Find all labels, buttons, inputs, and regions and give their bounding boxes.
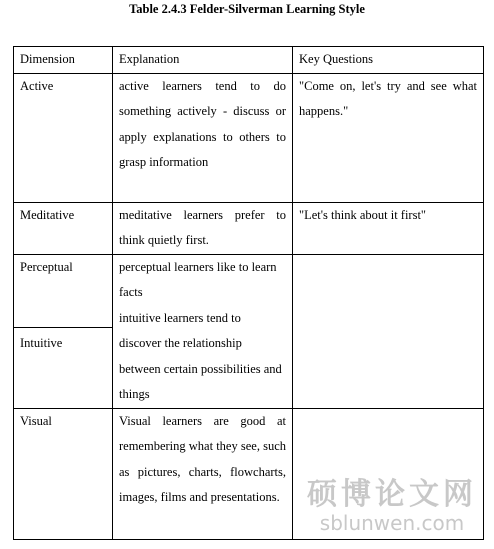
watermark-chinese: 硕博论文网	[307, 478, 477, 511]
explanation-intuitive: intuitive learners tend to discover the relationship between certain possibilities and things	[119, 310, 282, 401]
key-question-cell	[293, 408, 484, 539]
watermark-site: sblunwen.com	[319, 511, 465, 535]
header-dimension: Dimension	[14, 47, 113, 74]
header-explanation: Explanation	[113, 47, 293, 74]
explanation-perceptual: perceptual learners like to learn facts	[119, 259, 277, 299]
key-question-cell: "Come on, let's try and see what happens."	[293, 73, 484, 202]
dimension-perceptual: Perceptual	[20, 259, 73, 274]
dimension-cell: Active	[14, 73, 113, 202]
dimension-cell: Meditative	[14, 202, 113, 254]
key-question-cell	[293, 254, 484, 408]
dimension-split-cell	[14, 254, 113, 408]
explanation-cell: Visual learners are good at remembering what they see, such as pictures, charts, flowcharts, images, films and presentations.	[113, 408, 293, 539]
explanation-cell	[113, 254, 293, 408]
dimension-cell: Visual	[14, 408, 113, 539]
table-row-visual	[14, 408, 484, 539]
explanation-cell: active learners tend to do something actively - discuss or apply explanations to others to grasp information	[113, 73, 293, 202]
table-caption: Table 2.4.3 Felder-Silverman Learning Style	[129, 2, 365, 16]
table-header-row	[14, 47, 484, 74]
explanation-cell: meditative learners prefer to think quietly first.	[113, 202, 293, 254]
header-key-questions: Key Questions	[293, 47, 484, 74]
learning-style-table	[13, 46, 484, 540]
cell-divider	[14, 327, 112, 328]
table-row-perceptual-intuitive	[14, 254, 484, 408]
dimension-intuitive: Intuitive	[20, 335, 63, 350]
table-row-meditative	[14, 202, 484, 254]
key-question-cell: "Let's think about it first"	[293, 202, 484, 254]
table-row-active	[14, 73, 484, 202]
